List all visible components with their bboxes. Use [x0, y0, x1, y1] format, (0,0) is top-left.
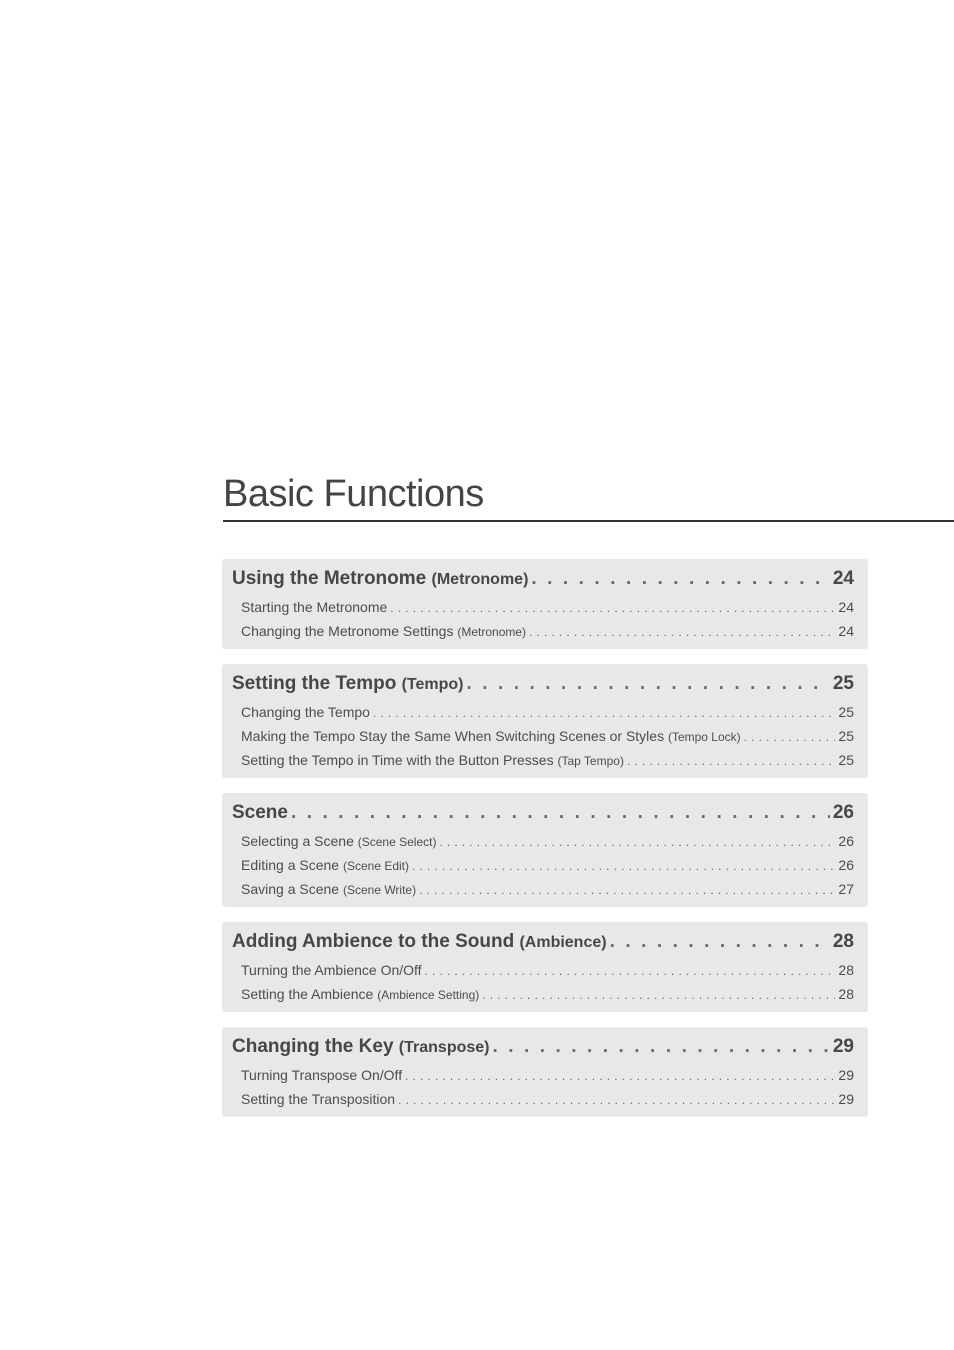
toc-items: [232, 826, 854, 901]
toc-item-label: [241, 748, 624, 773]
toc-item-title: Setting the Transposition: [241, 1091, 396, 1107]
toc-heading-label: [232, 799, 288, 827]
toc-heading-page: 26: [832, 802, 854, 823]
toc-section-metronome: [222, 559, 868, 649]
toc-item-label: [241, 877, 416, 902]
chapter-title: Basic Functions: [223, 473, 484, 515]
dot-leader: [482, 983, 835, 1007]
toc-heading-label: [232, 928, 607, 956]
toc-item-title: Making the Tempo Stay the Same When Switching Scenes or Styles: [241, 728, 665, 744]
dot-leader: [492, 1033, 829, 1060]
toc-item[interactable]: [241, 982, 854, 1006]
toc-item-title: Setting the Ambience: [241, 986, 374, 1002]
toc-heading-label: [232, 565, 528, 593]
chapter-header: [223, 470, 954, 522]
toc-item[interactable]: [241, 853, 854, 877]
toc-heading[interactable]: [232, 799, 854, 826]
toc-item-page: 27: [838, 881, 854, 897]
toc-item[interactable]: [241, 1063, 854, 1087]
dot-leader: [291, 799, 830, 826]
toc-heading[interactable]: [232, 565, 854, 592]
toc-item-subtitle: (Tempo Lock): [667, 730, 741, 744]
dot-leader: [529, 620, 835, 644]
toc-item-title: Editing a Scene: [241, 857, 340, 873]
dot-leader: [398, 1088, 835, 1112]
toc-item-title: Turning the Ambience On/Off: [241, 962, 422, 978]
toc-item-page: 29: [838, 1091, 854, 1107]
toc-item-page: 28: [838, 962, 854, 978]
dot-leader: [405, 1064, 835, 1088]
toc-item-page: 26: [838, 857, 854, 873]
dot-leader: [467, 670, 830, 697]
toc-item-title: Setting the Tempo in Time with the Button Presses: [241, 752, 554, 768]
toc-item-label: [241, 1063, 402, 1088]
dot-leader: [419, 878, 835, 902]
dot-leader: [531, 565, 829, 592]
dot-leader: [439, 830, 835, 854]
toc-item-page: 28: [838, 986, 854, 1002]
toc-heading-subtitle: (Tempo): [401, 676, 464, 693]
toc-item-title: Selecting a Scene: [241, 833, 354, 849]
toc-item-page: 24: [838, 599, 854, 615]
toc-item-subtitle: (Ambience Setting): [377, 988, 480, 1002]
toc-item-title: Starting the Metronome: [241, 599, 388, 615]
toc-heading-title: Using the Metronome: [232, 568, 427, 589]
toc-items: [232, 697, 854, 772]
toc-item-label: [241, 700, 370, 725]
table-of-contents: [222, 559, 868, 1132]
dot-leader: [744, 725, 836, 749]
toc-heading-title: Setting the Tempo: [232, 673, 397, 694]
toc-item-page: 29: [838, 1067, 854, 1083]
toc-item[interactable]: [241, 829, 854, 853]
dot-leader: [390, 596, 835, 620]
dot-leader: [412, 854, 835, 878]
toc-heading-page: 29: [832, 1036, 854, 1057]
toc-item-label: [241, 982, 479, 1007]
toc-item[interactable]: [241, 595, 854, 619]
toc-section-scene: [222, 793, 868, 907]
toc-heading-page: 28: [832, 931, 854, 952]
toc-item-label: [241, 853, 409, 878]
toc-item-label: [241, 829, 436, 854]
toc-item-title: Changing the Tempo: [241, 704, 370, 720]
toc-item-page: 25: [838, 728, 854, 744]
toc-heading[interactable]: [232, 670, 854, 697]
toc-item-label: [241, 958, 422, 983]
toc-items: [232, 1060, 854, 1111]
toc-item-title: Saving a Scene: [241, 881, 340, 897]
toc-heading-subtitle: (Metronome): [431, 571, 529, 588]
dot-leader: [627, 749, 835, 773]
toc-item[interactable]: [241, 619, 854, 643]
toc-item-title: Changing the Metronome Settings: [241, 623, 454, 639]
toc-item-subtitle: (Metronome): [457, 625, 527, 639]
toc-item-title: Turning Transpose On/Off: [241, 1067, 403, 1083]
toc-item-subtitle: (Scene Write): [342, 883, 417, 897]
toc-item[interactable]: [241, 958, 854, 982]
toc-heading[interactable]: [232, 1033, 854, 1060]
toc-heading[interactable]: [232, 928, 854, 955]
dot-leader: [425, 959, 836, 983]
toc-item-subtitle: (Scene Select): [357, 835, 437, 849]
toc-section-transpose: [222, 1027, 868, 1117]
toc-heading-title: Adding Ambience to the Sound: [232, 931, 515, 952]
chapter-rule: [223, 520, 954, 522]
dot-leader: [373, 701, 835, 725]
toc-heading-title: Scene: [232, 802, 288, 823]
toc-item-page: 25: [838, 704, 854, 720]
toc-heading-subtitle: (Ambience): [519, 934, 607, 951]
toc-heading-subtitle: (Transpose): [398, 1039, 490, 1056]
dot-leader: [610, 928, 830, 955]
toc-item-subtitle: (Tap Tempo): [557, 754, 624, 768]
toc-heading-page: 24: [832, 568, 854, 589]
toc-section-ambience: [222, 922, 868, 1012]
toc-item-label: [241, 595, 387, 620]
toc-item[interactable]: [241, 724, 854, 748]
toc-items: [232, 955, 854, 1006]
toc-item-page: 25: [838, 752, 854, 768]
toc-item-label: [241, 1087, 395, 1112]
toc-item-page: 26: [838, 833, 854, 849]
toc-item-subtitle: (Scene Edit): [342, 859, 409, 873]
toc-item-label: [241, 619, 526, 644]
toc-item[interactable]: [241, 877, 854, 901]
toc-items: [232, 592, 854, 643]
toc-heading-label: [232, 1033, 489, 1061]
toc-heading-label: [232, 670, 464, 698]
toc-item[interactable]: [241, 1087, 854, 1111]
toc-heading-title: Changing the Key: [232, 1036, 394, 1057]
toc-item-page: 24: [838, 623, 854, 639]
toc-item[interactable]: [241, 700, 854, 724]
toc-item-label: [241, 724, 741, 749]
toc-section-tempo: [222, 664, 868, 778]
toc-heading-page: 25: [832, 673, 854, 694]
toc-item[interactable]: [241, 748, 854, 772]
